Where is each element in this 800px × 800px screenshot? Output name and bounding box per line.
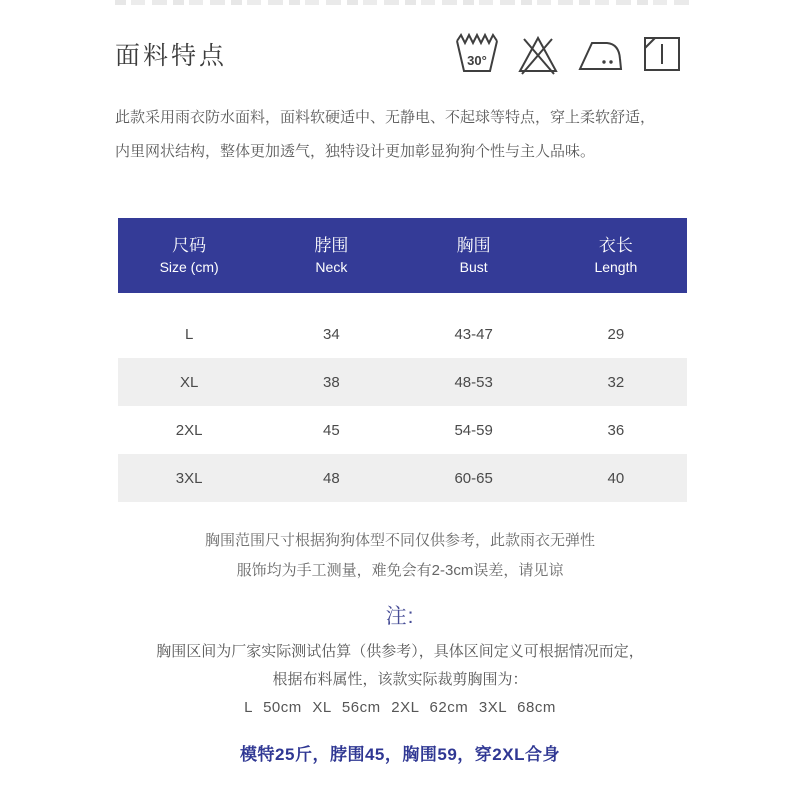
size-table-body xyxy=(118,293,687,502)
remark-line1: 胸围区间为厂家实际测试估算（供参考），具体区间定义可根据情况而定， xyxy=(156,643,644,660)
measurement-note-line2: 服饰均为手工测量，难免会有2-3cm误差，请见谅 xyxy=(236,562,564,579)
page-title: 面料特点 xyxy=(115,42,228,70)
table-row: L 34 43-47 29 xyxy=(184,325,625,343)
wash-30-icon xyxy=(454,31,500,77)
do-not-bleach-icon xyxy=(515,31,561,77)
remark-body xyxy=(0,638,800,722)
size-chart-table xyxy=(118,218,687,502)
remark-line2: 根据布料属性，该款实际裁剪胸围为： xyxy=(272,671,528,688)
fabric-description xyxy=(115,101,690,169)
remark-cut-sizes: L 50cm XL 56cm 2XL 62cm 3XL 68cm xyxy=(244,699,556,716)
table-row: 3XL 48 60-65 40 xyxy=(118,454,687,502)
fabric-description-line2: 内里网状结构，整体更加透气，独特设计更加彰显狗狗个性与主人品味。 xyxy=(115,143,596,160)
table-row: 2XL 45 54-59 36 xyxy=(175,421,625,439)
table-row: XL 38 48-53 32 xyxy=(118,358,687,406)
drip-dry-icon xyxy=(639,31,685,77)
size-table-header xyxy=(118,218,687,293)
measurement-note-line1: 胸围范围尺寸根据狗狗体型不同仅供参考，此款雨衣无弹性 xyxy=(204,532,595,549)
model-fit-highlight: 模特25斤，脖围45，胸围59，穿2XL合身 xyxy=(240,745,560,764)
column-header-length: 衣长 Length xyxy=(594,235,638,275)
column-header-size: 尺码 Size (cm) xyxy=(159,235,219,275)
section-header xyxy=(115,31,685,77)
column-header-neck: 脖围 Neck xyxy=(314,235,349,275)
iron-icon xyxy=(576,31,624,77)
svg-text:30°: 30° xyxy=(467,53,487,68)
column-header-bust: 胸围 Bust xyxy=(456,235,491,275)
remark-label: 注: xyxy=(385,605,415,628)
clipped-text-fragment xyxy=(115,0,690,5)
fabric-description-line1: 此款采用雨衣防水面料，面料软硬适中、无静电、不起球等特点，穿上柔软舒适， xyxy=(115,109,656,126)
laundry-care-icons xyxy=(454,31,685,77)
measurement-notes xyxy=(0,526,800,586)
